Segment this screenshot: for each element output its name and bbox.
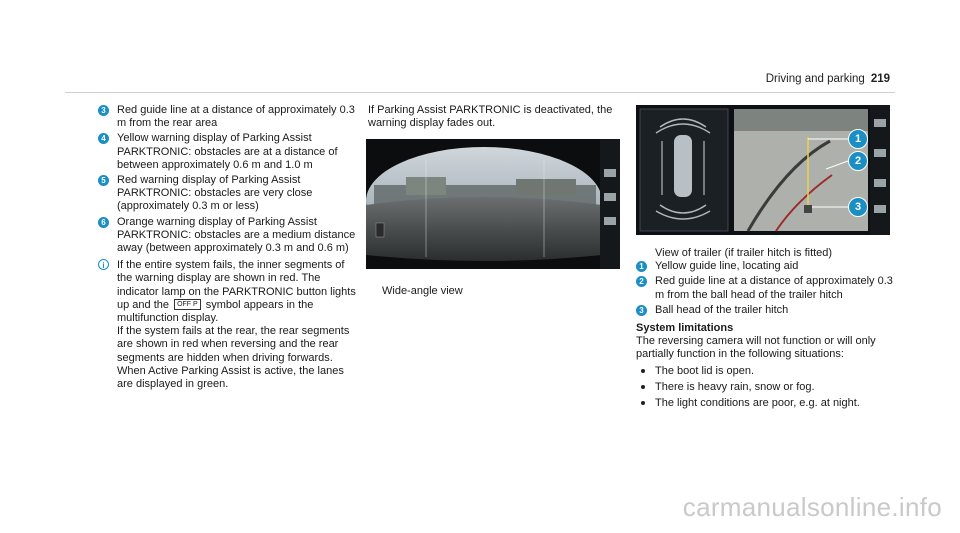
column-middle: [368, 104, 628, 130]
bullet-item: [636, 381, 898, 394]
legend-item: [98, 216, 358, 256]
note-paragraph: [117, 259, 358, 325]
legend-text: Yellow warning display of Parking Assist PARKTRONIC: obstacles are at a distance of between approximately 0.6 m and 1.0 m: [117, 132, 338, 171]
intro-paragraph: If Parking Assist PARKTRONIC is deactivated, the warning display fades out.: [368, 104, 613, 130]
legend-item: [636, 260, 898, 273]
limits-paragraph: The reversing camera will not function or will only partially function in the following situations:: [636, 335, 876, 361]
legend-text: Ball head of the trailer hitch: [655, 303, 789, 316]
bullet-icon: [641, 401, 645, 405]
bullet-item: [636, 365, 898, 378]
info-icon: i: [98, 259, 109, 270]
note-text: If the entire system fails, the inner segments of the warning display are shown in red. The indicator lamp on the PARKTRONIC button lights up and the: [117, 259, 356, 311]
note-text: symbol appears in the multifunction display.: [117, 298, 314, 325]
bullet-text: There is heavy rain, snow or fog.: [655, 380, 815, 393]
legend-item: [636, 304, 898, 317]
callout-number: 2: [636, 276, 647, 287]
wide-angle-camera-image: [366, 139, 620, 269]
callout-number: 3: [98, 105, 109, 116]
callout-3: 3: [848, 197, 868, 217]
figure-caption: View of trailer (if trailer hitch is fitted): [655, 247, 833, 259]
bullet-item: [636, 397, 898, 410]
legend-item: [98, 174, 358, 214]
camera-scene: [366, 139, 620, 269]
callout-number: 5: [98, 175, 109, 186]
note-block: [98, 259, 358, 391]
bullet-text: The light conditions are poor, e.g. at night.: [655, 397, 860, 410]
legend-text: Red guide line at a distance of approximately 0.3 m from the rear area: [117, 104, 355, 130]
section-title: Driving and parking: [765, 73, 865, 85]
page-number: 219: [870, 73, 890, 85]
legend-text: Yellow guide line, locating aid: [655, 260, 799, 273]
legend-item: [98, 104, 358, 130]
watermark: carmanualsonline.info: [682, 492, 942, 522]
note-paragraph: If the system fails at the rear, the rear segments are shown in red when reversing and the rear segments are hidden when driving forwards.: [117, 325, 350, 364]
column-left: [98, 104, 358, 393]
legend-item: [636, 275, 898, 301]
callout-1: 1: [848, 129, 868, 149]
trailer-view-camera-image: [636, 105, 890, 235]
legend-text: Red guide line at a distance of approximately 0.3 m from the ball head of the trailer hitch: [655, 275, 893, 301]
column-right: [636, 247, 898, 410]
callout-number: 1: [636, 261, 647, 272]
note-paragraph: When Active Parking Assist is active, the lanes are displayed in green.: [117, 364, 344, 391]
callout-2: 2: [848, 151, 868, 171]
page-header: [766, 73, 890, 85]
legend-text: Red warning display of Parking Assist PARKTRONIC: obstacles are very close (approximately 0.3 m or less): [117, 174, 313, 213]
parktronic-off-symbol: OFF P: [174, 299, 201, 310]
header-rule: [65, 92, 895, 93]
bullet-text: The boot lid is open.: [655, 364, 755, 377]
legend-text: Orange warning display of Parking Assist PARKTRONIC: obstacles are a medium distance away (between approximately 0.3 m and 0.6 m): [117, 215, 356, 255]
bullet-icon: [641, 369, 645, 373]
bullet-icon: [641, 385, 645, 389]
figure-caption: Wide-angle view: [382, 285, 463, 297]
section-heading: System limitations: [636, 322, 734, 335]
callout-number: 4: [98, 133, 109, 144]
legend-item: [98, 132, 358, 172]
callout-number: 3: [636, 305, 647, 316]
callout-number: 6: [98, 217, 109, 228]
